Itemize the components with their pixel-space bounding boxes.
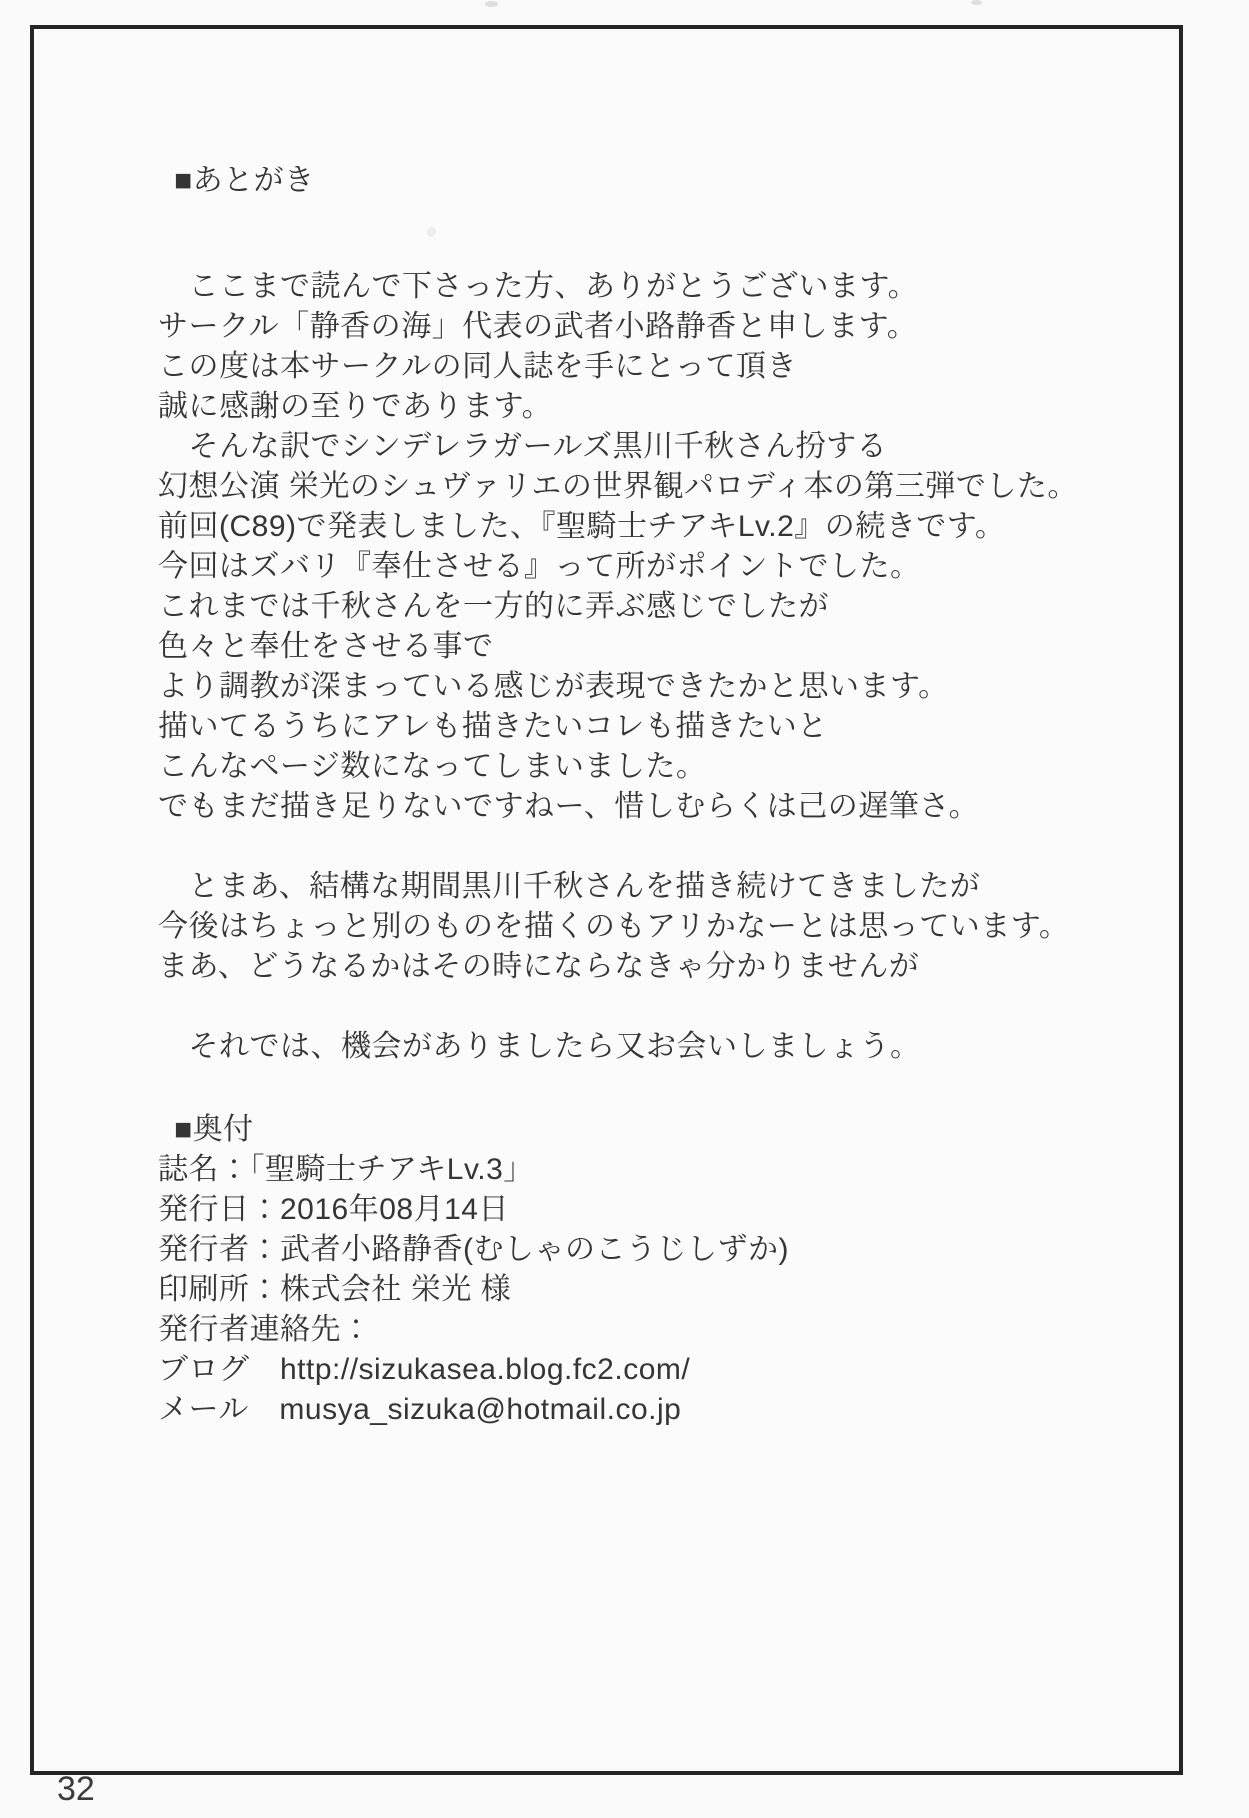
afterword-line: ここまで読んで下さった方、ありがとうございます。 [158,270,919,303]
page-border-frame [30,25,1183,1775]
blank-line [158,987,1149,1027]
page-number: 32 [57,1770,95,1808]
colophon-title-line: 誌名：「聖騎士チアキLv.3」 [158,1153,534,1186]
afterword-heading: ■あとがき [174,164,315,197]
scan-artifact [485,1,498,7]
afterword-line: これまでは千秋さんを一方的に弄ぶ感じでしたが [158,590,829,623]
afterword-line: 今後はちょっと別のものを描くのもアリかなーとは思っています。 [158,910,1070,943]
afterword-line: こんなページ数になってしまいました。 [158,750,707,783]
afterword-line: そんな訳でシンデレラガールズ黒川千秋さん扮する [158,430,888,463]
afterword-line: この度は本サークルの同人誌を手にとって頂き [158,350,797,383]
afterword-line: より調教が深まっている感じが表現できたかと思います。 [158,670,949,703]
colophon-section [158,1110,1149,1430]
afterword-line: でもまだ描き足りないですねー、惜しむらくは己の遅筆さ。 [158,790,980,823]
afterword-line: 幻想公演 栄光のシュヴァリエの世界観パロディ本の第三弾でした。 [158,470,1078,503]
afterword-line: 色々と奉仕をさせる事で [158,630,494,663]
afterword-line: とまあ、結構な期間黒川千秋さんを描き続けてきましたが [158,870,981,903]
afterword-line: 前回(C89)で発表しました、『聖騎士チアキLv.2』の続きです。 [158,510,1006,543]
scan-artifact [971,0,982,5]
colophon-blog-line: ブログ http://sizukasea.blog.fc2.com/ [158,1353,691,1386]
afterword-line: それでは、機会がありましたら又お会いしましょう。 [158,1030,921,1063]
colophon-printer-line: 印刷所：株式会社 栄光 様 [158,1273,512,1306]
afterword-line: まあ、どうなるかはその時にならなきゃ分かりませんが [158,950,920,983]
page-content [158,161,1149,1430]
colophon-publish-date-line: 発行日：2016年08月14日 [158,1193,509,1226]
blank-line [158,827,1149,867]
afterword-section [158,161,1149,1067]
afterword-line: 誠に感謝の至りであります。 [158,390,553,423]
colophon-publisher-line: 発行者：武者小路静香(むしゃのこうじしずか) [158,1233,789,1266]
colophon-heading: ■奥付 [174,1113,254,1146]
afterword-line: サークル「静香の海」代表の武者小路静香と申します。 [158,310,918,343]
afterword-line: 描いてるうちにアレも描きたいコレも描きたいと [158,710,828,743]
colophon-contact-label-line: 発行者連絡先： [158,1313,372,1346]
afterword-line: 今回はズバリ『奉仕させる』って所がポイントでした。 [158,550,921,583]
colophon-email-line: メール musya_sizuka@hotmail.co.jp [158,1393,682,1426]
